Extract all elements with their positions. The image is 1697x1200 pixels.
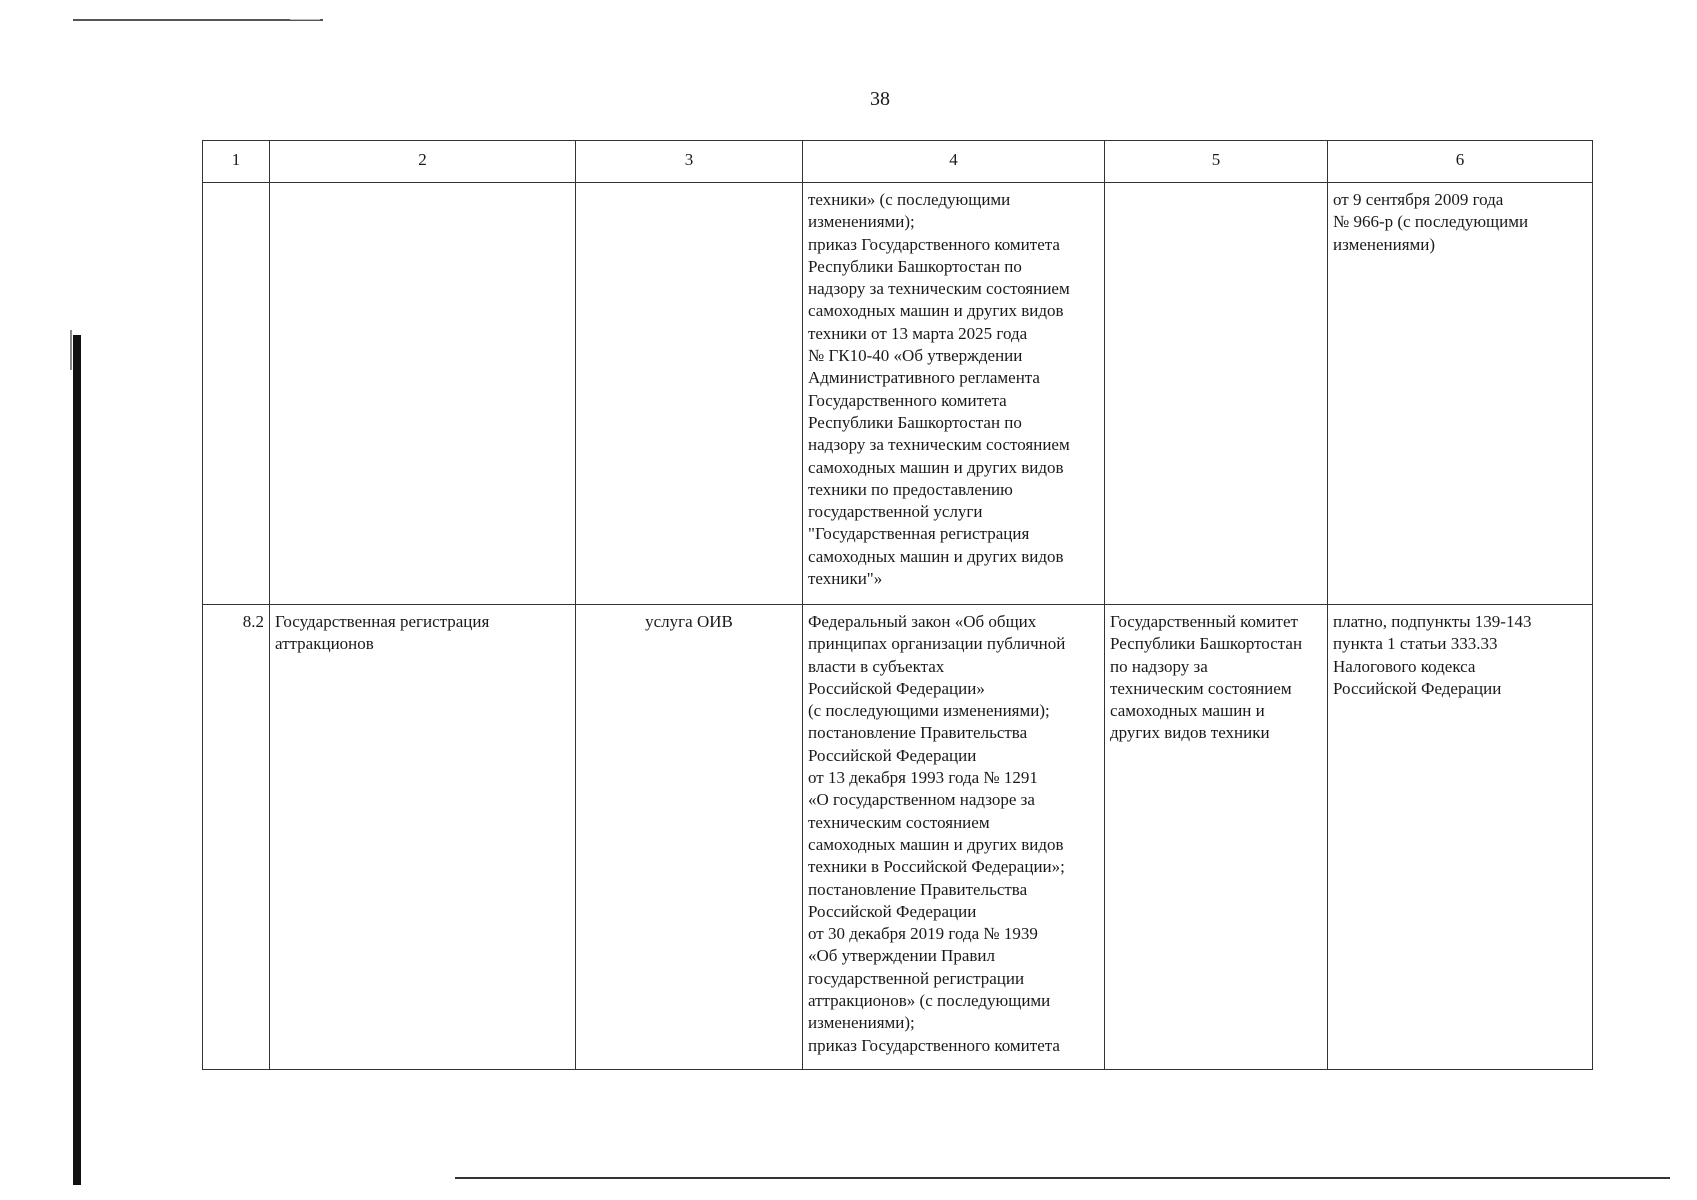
text-line: изменениями) [1333, 234, 1436, 254]
text-line: № 966-р (с последующими [1333, 212, 1529, 232]
services-table [202, 140, 1593, 1070]
text-line: самоходных машин и [1110, 701, 1265, 721]
text-line: Республики Башкортостан по [808, 256, 1022, 276]
header-col-1: 1 [203, 141, 270, 183]
row2-authority [1105, 605, 1328, 1070]
text-line: государственной услуги [808, 502, 983, 522]
row2-fee-basis [1328, 605, 1593, 1070]
text-line: постановление Правительства [808, 879, 1028, 899]
text-line: аттракционов [275, 634, 374, 654]
text-line: техническим состоянием [808, 812, 990, 832]
scan-artifact-left-bar [73, 335, 81, 1185]
text-line: приказ Государственного комитета [808, 1035, 1060, 1055]
text-line: самоходных машин и других видов [808, 301, 1064, 321]
text-line: Российской Федерации» [808, 678, 985, 698]
text-line: Российской Федерации [808, 901, 977, 921]
text-line: Налогового кодекса [1333, 656, 1476, 676]
text-line: надзору за техническим состоянием [808, 279, 1070, 299]
text-line: от 9 сентября 2009 года [1333, 190, 1504, 209]
text-line: "Государственная регистрация [808, 524, 1030, 544]
text-line: самоходных машин и других видов [808, 457, 1064, 477]
row2-legal-basis [803, 605, 1105, 1070]
text-line: изменениями); [808, 212, 915, 232]
text-line: техники» (с последующими [808, 190, 1011, 209]
text-line: «О государственном надзоре за [808, 790, 1035, 810]
text-line: от 30 декабря 2019 года № 1939 [808, 924, 1038, 944]
table-row [203, 605, 1593, 1070]
text-line: приказ Государственного комитета [808, 234, 1060, 254]
text-line: Российской Федерации [808, 745, 977, 765]
text-line: техники по предоставлению [808, 479, 1013, 499]
text-line: Государственного комитета [808, 390, 1007, 410]
text-line: (с последующими изменениями); [808, 701, 1050, 721]
text-line: самоходных машин и других видов [808, 834, 1064, 854]
scan-artifact-bottom-line [455, 1177, 1670, 1179]
text-line: техники"» [808, 569, 883, 589]
scan-artifact-top-line [73, 19, 323, 21]
row1-service-name [270, 183, 576, 605]
text-line: изменениями); [808, 1013, 915, 1033]
text-line: власти в субъектах [808, 656, 945, 676]
text-line: пункта 1 статьи 333.33 [1333, 634, 1498, 654]
header-col-2: 2 [270, 141, 576, 183]
text-line: других видов техники [1110, 723, 1270, 743]
header-col-4: 4 [803, 141, 1105, 183]
text-line: надзору за техническим состоянием [808, 435, 1070, 455]
row1-number [203, 183, 270, 605]
text-line: самоходных машин и других видов [808, 546, 1064, 566]
page-number: 38 [870, 88, 890, 110]
text-line: Республики Башкортостан по [808, 412, 1022, 432]
text-line: техники в Российской Федерации»; [808, 857, 1065, 877]
scan-artifact-left-thin [70, 330, 72, 370]
text-line: Республики Башкортостан [1110, 634, 1303, 654]
text-line: по надзору за [1110, 656, 1208, 676]
text-line: от 13 декабря 1993 года № 1291 [808, 768, 1038, 788]
header-col-6: 6 [1328, 141, 1593, 183]
text-line: Административного регламента [808, 368, 1040, 388]
text-line: № ГК10-40 «Об утверждении [808, 346, 1023, 366]
header-col-5: 5 [1105, 141, 1328, 183]
row1-authority [1105, 183, 1328, 605]
text-line: техники от 13 марта 2025 года [808, 323, 1028, 343]
text-line: Государственная регистрация [275, 612, 490, 631]
text-line: техническим состоянием [1110, 678, 1292, 698]
text-line: постановление Правительства [808, 723, 1028, 743]
text-line: принципах организации публичной [808, 634, 1066, 654]
text-line: Государственный комитет [1110, 612, 1298, 631]
row1-fee-basis [1328, 183, 1593, 605]
text-line: государственной регистрации [808, 968, 1025, 988]
row1-legal-basis [803, 183, 1105, 605]
table-row [203, 183, 1593, 605]
row2-number: 8.2 [203, 605, 270, 1070]
text-line: аттракционов» (с последующими [808, 991, 1051, 1011]
text-line: платно, подпункты 139-143 [1333, 612, 1532, 631]
text-line: Федеральный закон «Об общих [808, 612, 1037, 631]
row2-service-name [270, 605, 576, 1070]
scan-artifact-top-line-faint [290, 19, 320, 20]
text-line: «Об утверждении Правил [808, 946, 995, 966]
header-col-3: 3 [576, 141, 803, 183]
row2-service-type: услуга ОИВ [576, 605, 803, 1070]
row1-service-type [576, 183, 803, 605]
text-line: Российской Федерации [1333, 678, 1502, 698]
table-header-row [203, 141, 1593, 183]
